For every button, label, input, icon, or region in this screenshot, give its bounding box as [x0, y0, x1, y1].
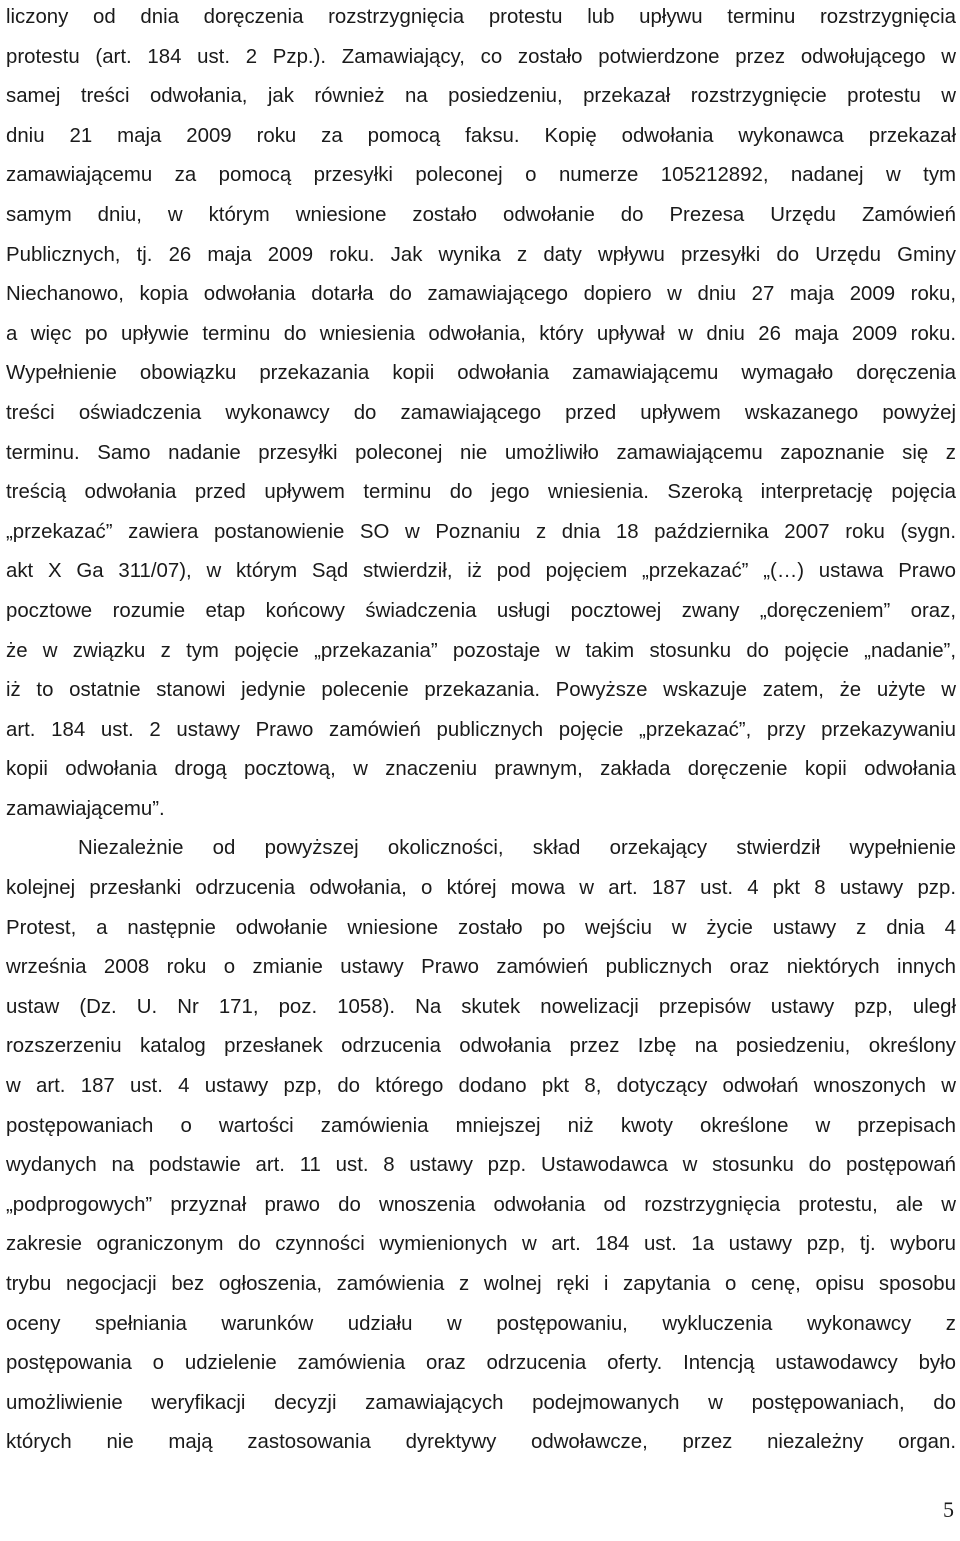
text-line: Wypełnienie obowiązku przekazania kopii odwołania zamawiającemu wymagało doręczenia [6, 362, 956, 385]
text-line: zakresie ograniczonym do czynności wymienionych w art. 184 ust. 1a ustawy pzp, tj. wyboru [6, 1233, 956, 1256]
text-line: akt X Ga 311/07), w którym Sąd stwierdził, iż pod pojęciem „przekazać” „(…) ustawa Prawo [6, 560, 956, 583]
text-line: Protest, a następnie odwołanie wniesione zostało po wejściu w życie ustawy z dnia 4 [6, 916, 956, 939]
text-line: Niechanowo, kopia odwołania dotarła do zamawiającego dopiero w dniu 27 maja 2009 roku, [6, 283, 956, 306]
text-line: postępowaniach o wartości zamówienia mniejszej niż kwoty określone w przepisach [6, 1114, 956, 1137]
text-line-paragraph-start: Niezależnie od powyższej okoliczności, skład orzekający stwierdził wypełnienie [78, 837, 956, 860]
text-line: oceny spełniania warunków udziału w postępowaniu, wykluczenia wykonawcy z [6, 1312, 956, 1335]
text-line: rozszerzeniu katalog przesłanek odrzucenia odwołania przez Izbę na posiedzeniu, określony [6, 1035, 956, 1058]
text-line: kopii odwołania drogą pocztową, w znaczeniu prawnym, zakłada doręczenie kopii odwołania [6, 758, 956, 781]
text-line: treścią odwołania przed upływem terminu do jego wniesienia. Szeroką interpretację pojęcia [6, 481, 956, 504]
text-line: iż to ostatnie stanowi jedynie polecenie przekazania. Powyższe wskazuje zatem, że użyte w [6, 679, 956, 702]
text-line-paragraph-end: zamawiającemu”. [6, 797, 165, 820]
text-line: treści oświadczenia wykonawcy do zamawiającego przed upływem wskazanego powyżej [6, 401, 956, 424]
text-line: dniu 21 maja 2009 roku za pomocą faksu. Kopię odwołania wykonawca przekazał [6, 124, 956, 147]
text-line: samej treści odwołania, jak również na posiedzeniu, przekazał rozstrzygnięcie protestu w [6, 85, 956, 108]
text-line: wydanych na podstawie art. 11 ust. 8 ustawy pzp. Ustawodawca w stosunku do postępowań [6, 1154, 956, 1177]
text-line: liczony od dnia doręczenia rozstrzygnięcia protestu lub upływu terminu rozstrzygnięcia [6, 6, 956, 28]
text-line: których nie mają zastosowania dyrektywy odwoławcze, przez niezależny organ. [6, 1431, 956, 1454]
text-line: że w związku z tym pojęcie „przekazania” pozostaje w takim stosunku do pojęcie „nadanie”, [6, 639, 956, 662]
text-line: „podprogowych” przyznał prawo do wnoszenia odwołania od rozstrzygnięcia protestu, ale w [6, 1193, 956, 1216]
text-line: umożliwienie weryfikacji decyzji zamawiających podejmowanych w postępowaniach, do [6, 1391, 956, 1414]
text-line: Publicznych, tj. 26 maja 2009 roku. Jak wynika z daty wpływu przesyłki do Urzędu Gminy [6, 243, 956, 266]
text-line: września 2008 roku o zmianie ustawy Prawo zamówień publicznych oraz niektórych innych [6, 956, 956, 979]
text-line: art. 184 ust. 2 ustawy Prawo zamówień publicznych pojęcie „przekazać”, przy przekazywaniu [6, 718, 956, 741]
text-line: samym dniu, w którym wniesione zostało odwołanie do Prezesa Urzędu Zamówień [6, 203, 956, 226]
text-line: w art. 187 ust. 4 ustawy pzp, do którego dodano pkt 8, dotyczący odwołań wnoszonych w [6, 1075, 956, 1098]
text-line: zamawiającemu za pomocą przesyłki poleconej o numerze 105212892, nadanej w tym [6, 164, 956, 187]
text-line: terminu. Samo nadanie przesyłki poleconej nie umożliwiło zamawiającemu zapoznanie się z [6, 441, 956, 464]
text-line: postępowania o udzielenie zamówienia oraz odrzucenia oferty. Intencją ustawodawcy było [6, 1352, 956, 1375]
text-line: pocztowe rozumie etap końcowy świadczenia usługi pocztowej zwany „doręczeniem” oraz, [6, 599, 956, 622]
body-text [6, 0, 956, 1463]
text-line: ustaw (Dz. U. Nr 171, poz. 1058). Na skutek nowelizacji przepisów ustawy pzp, uległ [6, 995, 956, 1018]
text-line: kolejnej przesłanki odrzucenia odwołania, o której mowa w art. 187 ust. 4 pkt 8 ustawy pzp. [6, 877, 956, 900]
text-line: protestu (art. 184 ust. 2 Pzp.). Zamawiający, co zostało potwierdzone przez odwołującego w [6, 45, 956, 68]
page-number: 5 [943, 1497, 954, 1522]
text-line: a więc po upływie terminu do wniesienia odwołania, który upływał w dniu 26 maja 2009 roku. [6, 322, 956, 345]
text-line: „przekazać” zawiera postanowienie SO w Poznaniu z dnia 18 października 2007 roku (sygn. [6, 520, 956, 543]
text-line: trybu negocjacji bez ogłoszenia, zamówienia z wolnej ręki i zapytania o cenę, opisu sposobu [6, 1273, 956, 1295]
